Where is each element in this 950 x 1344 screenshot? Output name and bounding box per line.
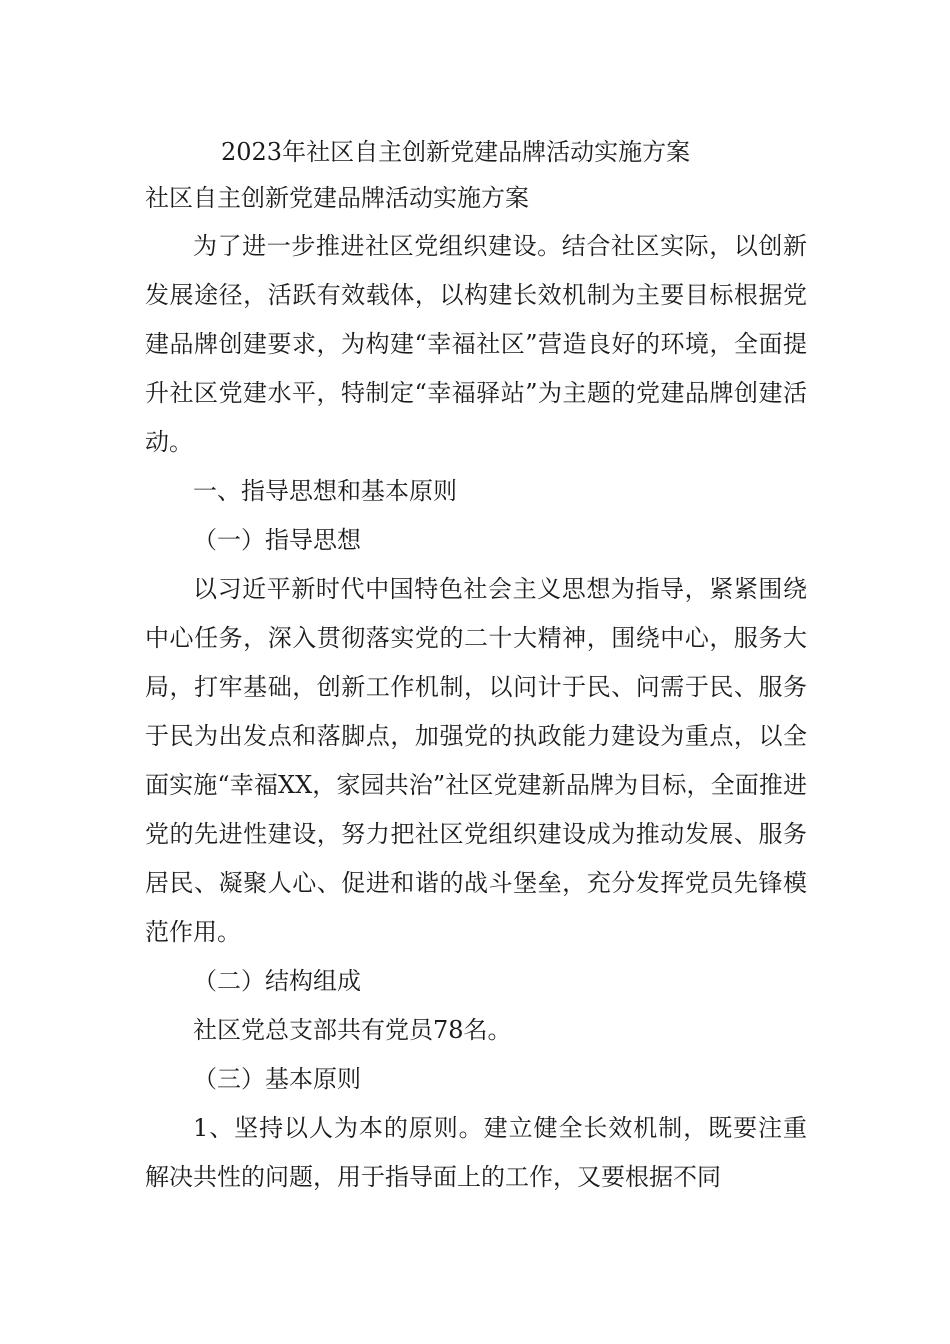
document-title: 2023年社区自主创新党建品牌活动实施方案 (221, 138, 691, 166)
subsection-heading-guiding-thought: （一）指导思想 (193, 526, 361, 554)
structure-paragraph: 社区党总支部共有党员78名。 (193, 1016, 512, 1044)
section-heading-guiding-principles: 一、指导思想和基本原则 (193, 477, 457, 505)
subsection-heading-structure: （二）结构组成 (193, 967, 361, 995)
subsection-heading-basic-principles: （三）基本原则 (193, 1065, 361, 1093)
guiding-thought-paragraph: 以习近平新时代中国特色社会主义思想为指导，紧紧围绕中心任务，深入贯彻落实党的二十大精神，围绕中心，服务大局，打牢基础，创新工作机制，以问计于民、问需于民、服务于民为出发点和落脚点，加强党的执政能力建设为重点，以全面实施“幸福XX，家园共治”社区党建新品牌为目标，全面推进党的先进性建设，努力把社区党组织建设成为推动发展、服务居民、凝聚人心、促进和谐的战斗堡垒，充分发挥党员先锋模范作用。 (145, 575, 807, 946)
document-page (145, 132, 807, 1202)
basic-principles-paragraph: 1、坚持以人为本的原则。建立健全长效机制，既要注重解决共性的问题，用于指导面上的工作，又要根据不同 (145, 1114, 807, 1191)
document-subtitle: 社区自主创新党建品牌活动实施方案 (145, 184, 529, 212)
intro-paragraph: 为了进一步推进社区党组织建设。结合社区实际，以创新发展途径，活跃有效载体，以构建长效机制为主要目标根据党建品牌创建要求，为构建“幸福社区”营造良好的环境，全面提升社区党建水平，特制定“幸福驿站”为主题的党建品牌创建活动。 (145, 232, 807, 456)
